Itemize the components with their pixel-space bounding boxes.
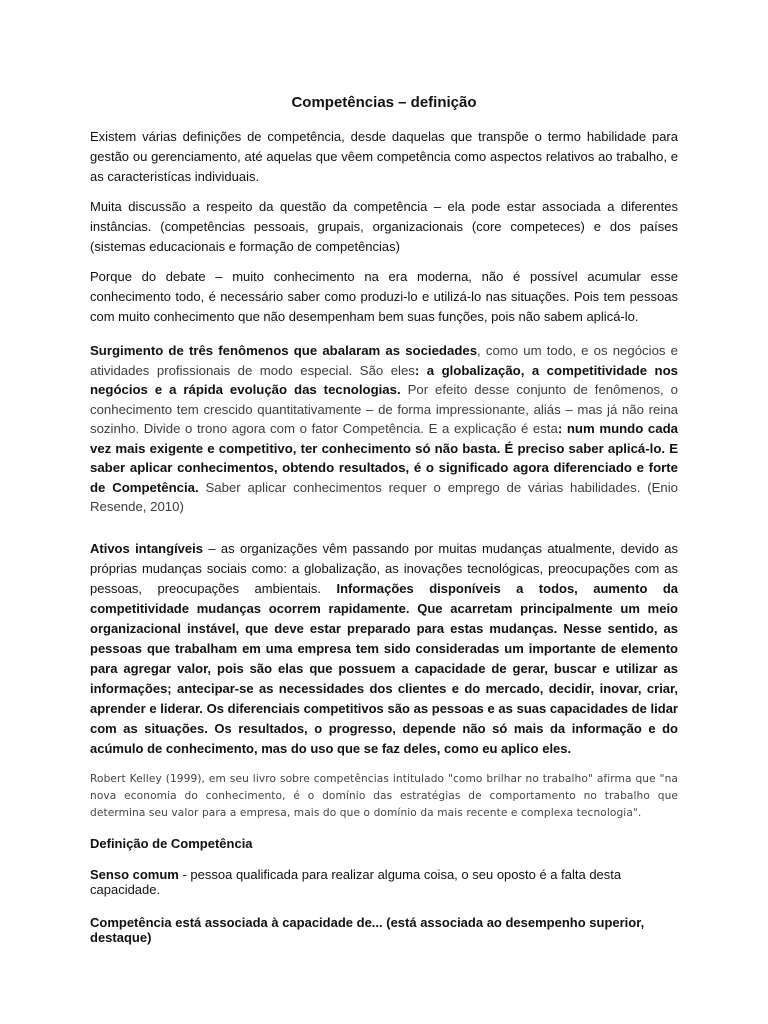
paragraph-debate: Porque do debate – muito conhecimento na era moderna, não é possível acumular esse conhecimento todo, é necessário saber como produzi-lo e utilizá-lo nas situações. Pois tem pessoas com muito conhecimento que não desempenham bem suas funções, pois não sabem aplicá-lo. <box>90 269 678 324</box>
phenomena-lead: Surgimento de três fenômenos que abalaram as sociedades <box>90 343 478 358</box>
paragraph-intangible-assets <box>90 539 678 759</box>
document-title: Competências – definição <box>291 94 477 111</box>
section-heading: Definição de Competência <box>90 835 253 851</box>
intangible-assets-emphasis: Informações disponíveis a todos, aumento da competitividade mudanças ocorrem rapidamente. Que acarretam principalmente um meio organizacional instável, que deve estar preparado para estas mudanças. Nesse sentido, as pessoas que trabalham em uma empresa tem sido consideradas um importante de elemento para agregar valor, pois são elas que possuem a capacidade de gerar, buscar e utilizar as informações; antecipar-se as necessidades dos clientes e do mercado, decidir, inovar, criar, aprender e liderar. Os diferenciais competitivos são as pessoas e as suas capacidades de lidar com as situações. Os resultados, o progresso, depende não só mais da informação e do acúmulo de conhecimento, mas do uso que se faz deles, como eu aplico eles. <box>90 580 678 756</box>
paragraph-definitions: Existem várias definições de competência, desde daquelas que transpõe o termo habilidade para gestão ou gerenciamento, até aquelas que vêem competência como aspectos relativos ao trabalho, e as caracteristícas individuais. <box>90 129 678 184</box>
paragraph-kelley-quote: Robert Kelley (1999), em seu livro sobre competências intitulado "como brilhar no trabalho" afirma que "na nova economia do conhecimento, é o domínio das estratégias de comportamento no trabalho que determina seu valor para a empresa, mais do que o domínio da mais recente e complexa tecnologia". <box>90 772 678 819</box>
common-sense-text: - pessoa qualificada para realizar alguma coisa, o seu oposto é a falta desta capacidade. <box>90 866 622 897</box>
intangible-assets-text: – as organizações vêm passando por muitas mudanças atualmente, devido as próprias mudanças sociais como: a globalização, as inovações tecnológicas, preocupações com as pessoas, preocupações ambientais. <box>90 540 679 596</box>
phenomena-list: : a globalização, a competitividade nos negócios e a rápida evolução das tecnologias. <box>90 362 678 397</box>
paragraph-discussion: Muita discussão a respeito da questão da competência – ela pode estar associada a diferentes instâncias. (competências pessoais, grupais, organizacionais (core competeces) e dos países (sistemas educacionais e formação de competências) <box>90 199 678 254</box>
phenomena-text-2: Por efeito desse conjunto de fenômenos, o conhecimento tem crescido quantitativamente – de forma impressionante, aliás – mas já não reina sozinho. Divide o trono agora com o fator Competência. E a explicação é esta <box>90 382 678 436</box>
phenomena-citation: Saber aplicar conhecimentos requer o emprego de várias habilidades. (Enio Resende, 2010) <box>90 479 678 514</box>
common-sense-line <box>90 867 678 897</box>
paragraph-phenomena <box>90 341 678 517</box>
intangible-assets-label: Ativos intangíveis <box>90 540 203 556</box>
common-sense-label: Senso comum <box>90 866 179 882</box>
phenomena-emphasis: : num mundo cada vez mais exigente e competitivo, ter conhecimento só não basta. É preciso saber aplicá-lo. E saber aplicar conhecimentos, obtendo resultados, é o significado agora diferenciado e forte de Competência. <box>90 421 678 495</box>
competence-capacity-line: Competência está associada à capacidade de... (está associada ao desempenho superior, destaque) <box>90 914 645 945</box>
phenomena-text-1: , como um todo, e os negócios e atividades profissionais de modo especial. São eles <box>90 343 678 378</box>
